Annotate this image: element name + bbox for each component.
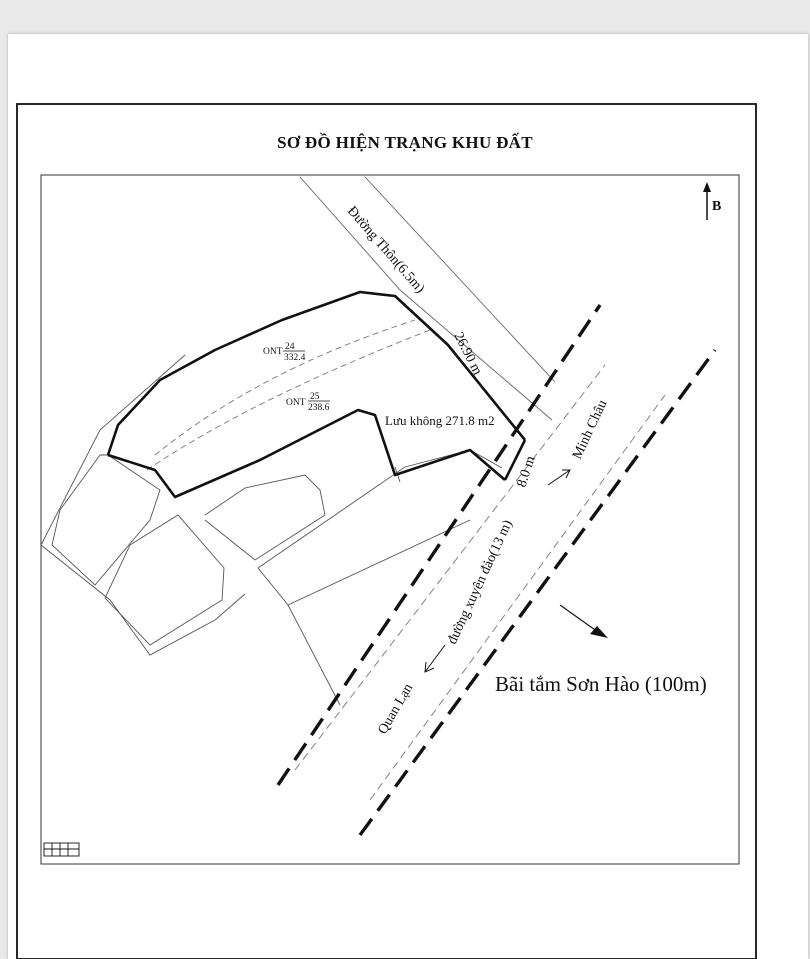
parcel-24-area: 332.4 <box>284 353 306 363</box>
map-title: SƠ ĐỒ HIỆN TRẠNG KHU ĐẤT <box>277 133 533 152</box>
road-width-label: 8.0 m <box>514 454 539 490</box>
quan-lan-label: Quan Lạn <box>375 681 417 737</box>
main-road <box>278 305 715 835</box>
north-arrow-icon <box>703 182 711 220</box>
parcel-25-label <box>286 392 330 413</box>
parcel-25-type: ONT <box>286 398 306 408</box>
parcel-25-number: 25 <box>310 392 320 402</box>
neighbor-parcels <box>41 355 502 705</box>
parcel-25-area: 238.6 <box>308 403 330 413</box>
arrow-to-minh-chau-icon <box>548 470 570 485</box>
main-road-label: đường xuyên đảo(13 m) <box>445 517 516 647</box>
edge-length-label: 26.90 m <box>450 330 485 378</box>
north-label: B <box>712 199 722 214</box>
scale-bar-icon <box>44 843 79 856</box>
parcel-24-label <box>263 342 306 363</box>
beach-label: Bãi tắm Sơn Hào (100m) <box>495 672 707 696</box>
setback-label: Lưu không 271.8 m2 <box>385 413 495 428</box>
parcel-24-number: 24 <box>285 342 295 352</box>
village-road-label: Đường Thôn(6.5m) <box>343 203 428 297</box>
minh-chau-label: Minh Châu <box>570 397 611 462</box>
parcel-24-type: ONT <box>263 347 283 357</box>
arrow-to-quan-lan-icon <box>425 645 445 672</box>
arrow-to-beach-icon <box>560 605 608 638</box>
outer-border <box>17 104 756 959</box>
